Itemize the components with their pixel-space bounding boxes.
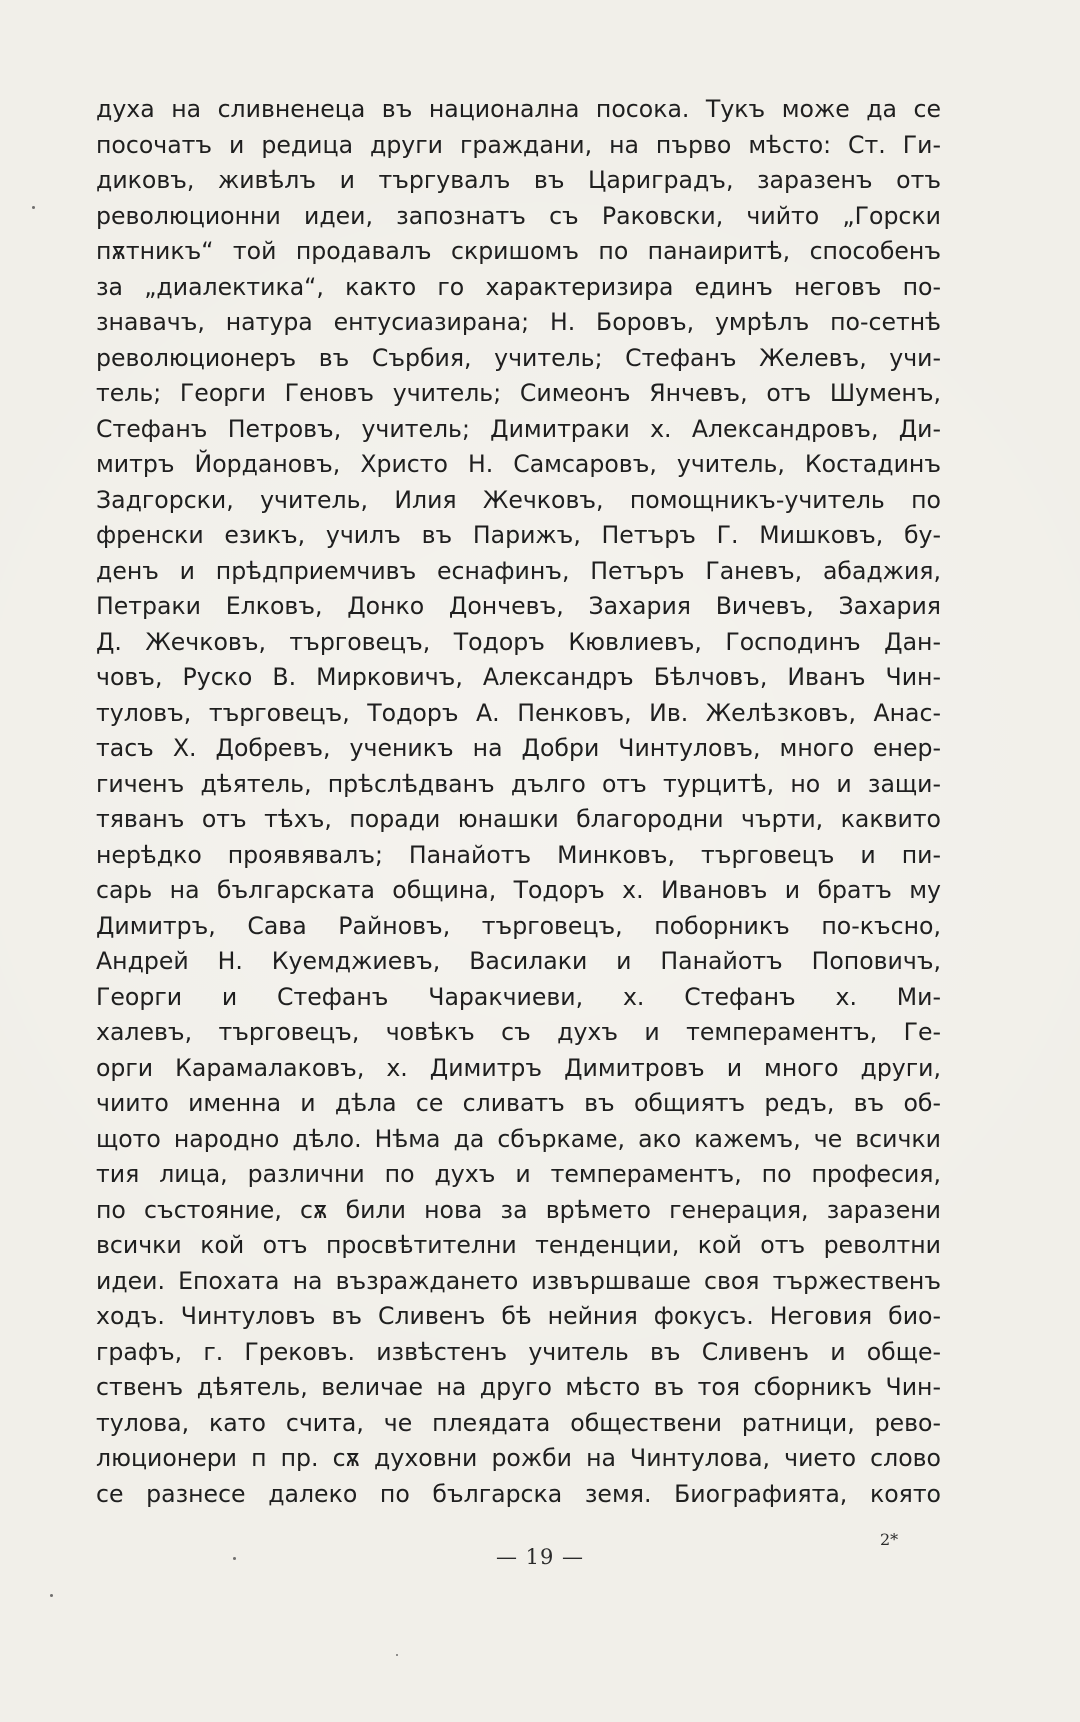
body-text [96, 92, 941, 1512]
text-line: идеи. Епохата на възраждането извършваше своя тържественъ [96, 1266, 941, 1295]
text-line: люционери п пр. сѫ духовни рожби на Чинтулова, чието слово [96, 1444, 941, 1472]
text-line: халевъ, търговецъ, човѣкъ съ духъ и темпераментъ, Ге- [96, 1018, 941, 1046]
text-line: революционеръ въ Сърбия, учитель; Стефанъ Желевъ, учи- [96, 343, 941, 372]
text-line: френски езикъ, училъ въ Парижъ, Петъръ Г. Мишковъ, бу- [96, 521, 941, 549]
text-line: Георги и Стефанъ Чаракчиеви, х. Стефанъ х. Ми- [96, 982, 941, 1011]
text-line: знавачъ, натура ентусиазирана; Н. Боровъ, умрѣлъ по-сетнѣ [96, 308, 941, 336]
print-speck-dot [50, 1594, 53, 1597]
print-speck-dot [396, 1654, 398, 1656]
text-line: за „диалектика“, както го характеризира единъ неговъ по- [96, 272, 941, 301]
text-line: графъ, г. Грековъ. извѣстенъ учитель въ Сливенъ и обще- [96, 1337, 941, 1366]
text-line: по състояние, сѫ били нова за врѣмето генерация, заразени [96, 1195, 941, 1224]
page-number: — 19 — [495, 1545, 585, 1569]
text-line: гиченъ дѣятель, прѣслѣдванъ дълго отъ турцитѣ, но и защи- [96, 769, 941, 798]
text-line: всички кой отъ просвѣтителни тенденции, кой отъ револтни [96, 1231, 941, 1259]
text-line: Д. Жечковъ, търговецъ, Тодоръ Кювлиевъ, Господинъ Дан- [96, 627, 941, 656]
text-line: щото народно дѣло. Нѣма да сбъркаме, ако кажемъ, че всички [96, 1124, 941, 1153]
text-line: тулова, като счита, че плеядата обществени ратници, рево- [96, 1408, 941, 1437]
text-line: посочатъ и редица други граждани, на първо мѣсто: Ст. Ги- [96, 130, 941, 159]
print-speck-dot [233, 1557, 236, 1560]
text-line: тия лица, различни по духъ и темпераментъ, по професия, [96, 1160, 941, 1188]
text-line: ходъ. Чинтуловъ въ Сливенъ бѣ нейния фокусъ. Неговия био- [96, 1302, 941, 1330]
text-line: тасъ Х. Добревъ, ученикъ на Добри Чинтуловъ, много енер- [96, 734, 941, 762]
text-line: диковъ, живѣлъ и търгувалъ въ Цариградъ, заразенъ отъ [96, 166, 941, 194]
text-line: чиито именна и дѣла се сливатъ въ общиятъ редъ, въ об- [96, 1089, 941, 1117]
text-line: Задгорски, учитель, Илия Жечковъ, помощникъ-учитель по [96, 485, 941, 514]
text-line: човъ, Руско В. Мирковичъ, Александръ Бѣлчовъ, Иванъ Чин- [96, 663, 941, 691]
text-line: туловъ, търговецъ, Тодоръ А. Пенковъ, Ив. Желѣзковъ, Анас- [96, 698, 941, 727]
text-line: сарь на българската община, Тодоръ х. Ивановъ и братъ му [96, 876, 941, 904]
text-line: революционни идеи, запознатъ съ Раковски, чийто „Горски [96, 201, 941, 230]
text-line: митръ Йордановъ, Христо Н. Самсаровъ, учитель, Костадинъ [96, 450, 941, 478]
text-line: Андрей Н. Куемджиевъ, Василаки и Панайотъ Поповичъ, [96, 947, 941, 975]
text-line: денъ и прѣдприемчивъ еснафинъ, Петъръ Ганевъ, абаджия, [96, 556, 941, 585]
text-line: Димитръ, Сава Райновъ, търговецъ, поборникъ по-късно, [96, 911, 941, 940]
text-line: Петраки Елковъ, Донко Дончевъ, Захария Вичевъ, Захария [96, 592, 941, 620]
text-line: тяванъ отъ тѣхъ, поради юнашки благородни чърти, каквито [96, 805, 941, 833]
text-line: пѫтникъ“ той продавалъ скришомъ по панаиритѣ, способенъ [96, 237, 941, 265]
text-line: нерѣдко проявявалъ; Панайотъ Минковъ, търговецъ и пи- [96, 840, 941, 869]
text-line: се разнесе далеко по българска земя. Биографията, която [96, 1479, 941, 1508]
text-line: тель; Георги Геновъ учитель; Симеонъ Янчевъ, отъ Шуменъ, [96, 379, 941, 407]
signature-mark: 2* [880, 1530, 899, 1549]
print-speck-dot [32, 206, 35, 209]
text-line: ственъ дѣятель, величае на друго мѣсто въ тоя сборникъ Чин- [96, 1373, 941, 1401]
text-line: Стефанъ Петровъ, учитель; Димитраки х. Александровъ, Ди- [96, 414, 941, 443]
text-line: орги Карамалаковъ, х. Димитръ Димитровъ и много други, [96, 1053, 941, 1082]
text-line: духа на сливненеца въ национална посока. Тукъ може да се [96, 95, 941, 123]
